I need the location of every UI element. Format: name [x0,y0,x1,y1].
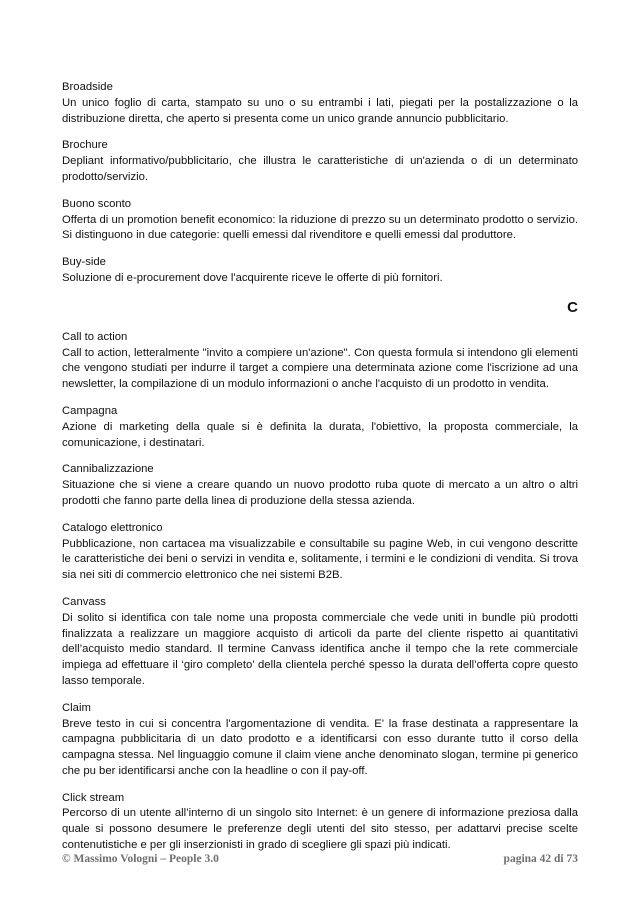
footer-page-number: pagina 42 di 73 [503,853,578,865]
entry-term: Call to action [62,330,128,343]
glossary-entry [62,462,578,509]
entry-term: Claim [62,701,91,714]
entry-term: Buy-side [62,256,106,269]
glossary-entry [62,330,578,393]
glossary-entry [62,197,578,244]
glossary-entry [62,595,578,690]
document-body [62,80,578,865]
glossary-entry [62,255,578,287]
entry-term: Catalogo elettronico [62,521,163,534]
entry-term: Canvass [62,595,106,608]
glossary-entry [62,404,578,451]
entry-definition: Di solito si identifica con tale nome una proposta commerciale che vede uniti in bundle più prodotti finalizzata a realizzare un maggiore acquisto di articoli da parte del cliente rispetto ai quantitativi dell’acquisto medio standard. Il termine Canvass identifica anche il tempo che la rete commerciale impiega ad effettuare il ‘giro completo’ della clientela perché spesso la durata dell’offerta copre questo lasso temporale. [62,611,578,687]
glossary-entry [62,791,578,854]
entry-definition: Azione di marketing della quale si è definita la durata, l'obiettivo, la proposta commerciale, la comunicazione, i destinatari. [62,420,578,449]
entry-definition: Un unico foglio di carta, stampato su uno o su entrambi i lati, piegati per la postalizzazione o la distribuzione diretta, che aperto si presenta come un unico grande annuncio pubblicitario. [62,96,578,125]
entry-definition: Call to action, letteralmente "invito a compiere un'azione". Con questa formula si intendono gli elementi che vengono studiati per indurre il target a compiere una determinata azione come l'iscrizione ad una newsletter, la compilazione di un modulo informazioni o anche l'acquisto di un prodotto in vendita. [62,346,578,391]
entry-definition: Breve testo in cui si concentra l'argomentazione di vendita. E' la frase destinata a rappresentare la campagna pubblicitaria di un dato prodotto e a identificarsi con esso durante tutto il corso della campagna stessa. Nel linguaggio comune il claim viene anche denominato slogan, termine pi generico che pu ber identificarsi anche con la headline o con il pay-off. [62,717,578,777]
entry-definition: Soluzione di e-procurement dove l'acquirente riceve le offerte di più fornitori. [62,271,443,284]
entry-definition: Percorso di un utente all’interno di un singolo sito Internet: è un genere di informazione preziosa dalla quale si possono desumere le preferenze degli utenti del sito stesso, per adattarvi precise scelte contenutistiche e per gli inserzionisti in grado di scegliere gli spazi più indicati. [62,807,578,852]
entry-definition: Pubblicazione, non cartacea ma visualizzabile e consultabile su pagine Web, in cui vengono descritte le caratteristiche dei beni o servizi in vendita e, solitamente, i termini e le condizioni di vendita. Si trova sia nei siti di commercio elettronico che nei sistemi B2B. [62,537,578,582]
glossary-entry [62,80,578,127]
entry-term: Click stream [62,791,125,804]
entry-definition: Situazione che si viene a creare quando un nuovo prodotto ruba quote di mercato a un altro o altri prodotti che fanno parte della linea di produzione della stessa azienda. [62,479,578,507]
section-letter-heading: C [567,298,578,316]
page-footer [62,853,578,865]
entry-term: Buono sconto [62,197,132,210]
entry-definition: Depliant informativo/pubblicitario, che illustra le caratteristiche di un'azienda o di un determinato prodotto/servizio. [62,155,578,183]
entry-term: Cannibalizzazione [62,463,154,476]
entry-definition: Offerta di un promotion benefit economico: la riduzione di prezzo su un determinato prodotto o servizio. Si distinguono in due categorie: quelli emessi dal rivenditore e quelli emessi dal produttore. [62,213,578,242]
glossary-entry [62,521,578,584]
glossary-entry [62,138,578,185]
entry-term: Broadside [62,81,113,93]
glossary-entry [62,701,578,780]
entry-term: Brochure [62,139,108,152]
entry-term: Campagna [62,404,118,417]
footer-copyright: © Massimo Vologni – People 3.0 [62,853,219,865]
